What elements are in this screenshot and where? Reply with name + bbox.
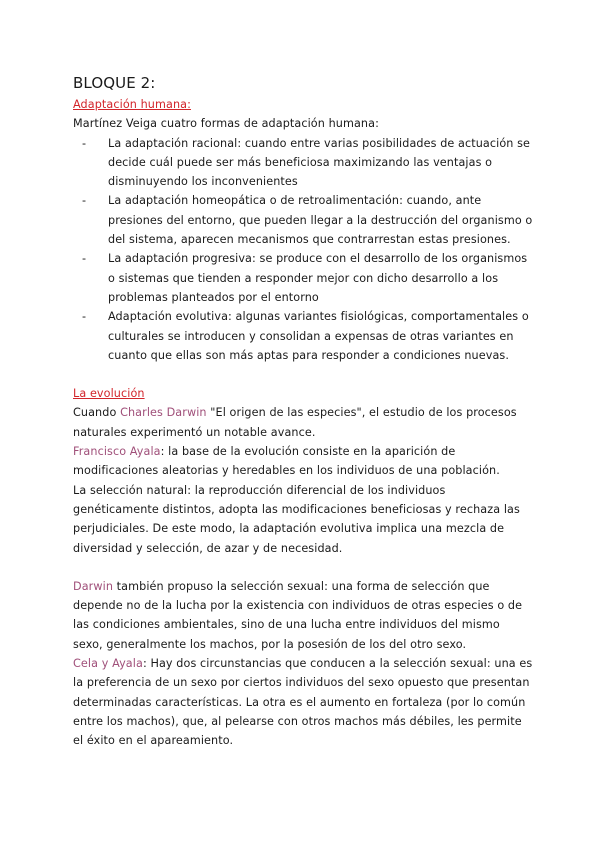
author-name: Charles Darwin	[120, 406, 207, 420]
adaptation-list	[73, 134, 533, 366]
list-item: - La adaptación racional: cuando entre varias posibilidades de actuación se decide cuál puede ser más beneficiosa maximizando las ventajas o disminuyendo los inconvenientes	[108, 134, 533, 192]
document-content	[73, 74, 533, 751]
author-name: Darwin	[73, 579, 114, 593]
page-title: BLOQUE 2:	[73, 74, 156, 92]
author-name: Cela y Ayala	[73, 657, 143, 671]
section-heading-adaptacion: Adaptación humana:	[73, 98, 191, 111]
spacer	[73, 365, 533, 384]
paragraph-seleccion-sexual: Darwin también propuso la selección sexual: una forma de selección que depende no de la lucha por la existencia con individuos de otras especies o de las condiciones ambientales, sino de una lucha entre individuos del mismo sexo, generalmente los machos, por la posesión de los del otro sexo.	[73, 579, 523, 651]
dash-bullet-icon: -	[82, 252, 87, 266]
section-heading-evolucion: La evolución	[73, 387, 145, 401]
list-item: - La adaptación progresiva: se produce con el desarrollo de los organismos o sistemas que tienden a responder mejor con dicho desarrollo a los problemas planteados por el entorno	[108, 249, 533, 307]
author-name: Francisco Ayala	[73, 445, 161, 459]
dash-bullet-icon: -	[82, 194, 87, 208]
list-item: - La adaptación homeopática o de retroalimentación: cuando, ante presiones del entorno, que pueden llegar a la destrucción del organismo o del sistema, aparecen mecanismos que contrarrestan estas presiones.	[108, 191, 533, 249]
dash-bullet-icon: -	[82, 136, 87, 150]
list-item: - Adaptación evolutiva: algunas variantes fisiológicas, comportamentales o culturales se introducen y consolidan a expensas de otras variantes en cuanto que ellas son más aptas para responder a condiciones nuevas.	[108, 307, 533, 365]
dash-bullet-icon: -	[82, 310, 87, 324]
paragraph-ayala: Francisco Ayala: la base de la evolución consiste en la aparición de modificaciones aleatorias y heredables en los individuos de una población.	[73, 445, 500, 478]
paragraph-darwin: Cuando Charles Darwin "El origen de las especies", el estudio de los procesos naturales experimentó un notable avance.	[73, 406, 517, 439]
section-intro: Martínez Veiga cuatro formas de adaptación humana:	[73, 117, 379, 131]
paragraph-cela-ayala: Cela y Ayala: Hay dos circunstancias que conducen a la selección sexual: una es la preferencia de un sexo por ciertos individuos del sexo opuesto que presentan determinadas características. La otra es el aumento en fortaleza (por lo común entre los machos), que, al pelearse con otros machos más débiles, les permite el éxito en el apareamiento.	[73, 657, 533, 748]
paragraph-seleccion-natural: La selección natural: la reproducción diferencial de los individuos genéticamente distintos, adopta las modificaciones beneficiosas y rechaza las perjudiciales. De este modo, la adaptación evolutiva implica una mezcla de diversidad y selección, de azar y de necesidad.	[73, 483, 520, 555]
spacer	[73, 558, 533, 577]
